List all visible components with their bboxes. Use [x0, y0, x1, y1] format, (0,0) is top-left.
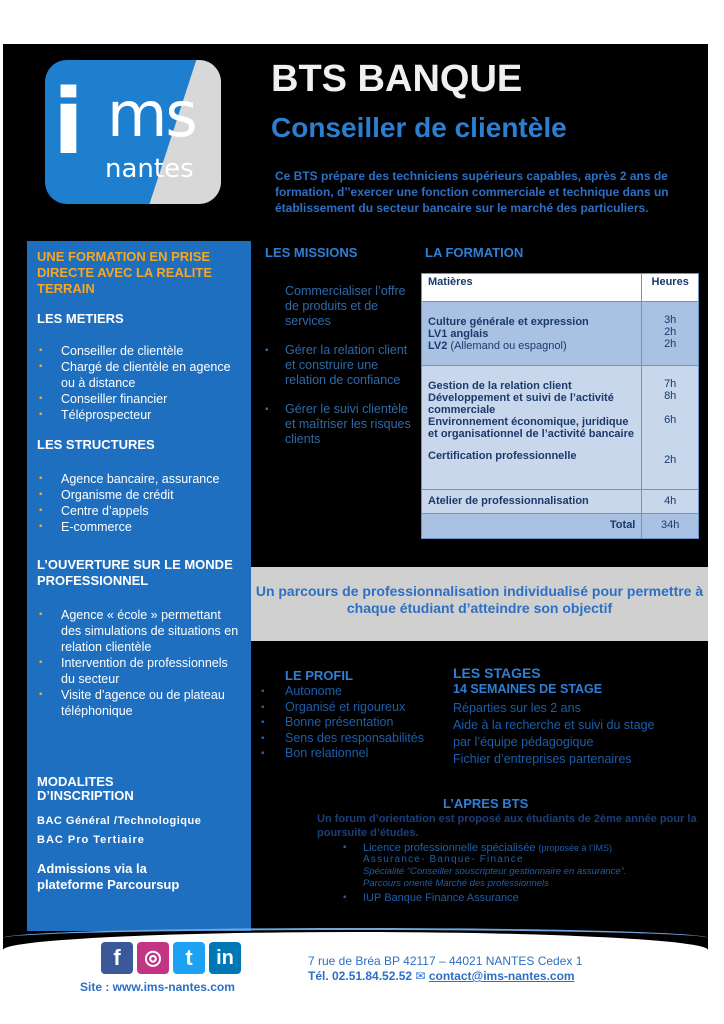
apres-title: L’APRES BTS	[443, 796, 529, 811]
site-link[interactable]: Site : www.ims-nantes.com	[80, 980, 235, 994]
table-total-row	[422, 514, 698, 538]
subject-lv2: LV2	[428, 340, 448, 352]
modalites-title: MODALITES D’INSCRIPTION	[37, 774, 134, 803]
missions-list	[265, 284, 415, 461]
ouverture-list	[37, 607, 242, 719]
profil-title: LE PROFIL	[285, 668, 353, 683]
list-item: Commercialiser l’offre de produits et de services	[285, 284, 406, 328]
list-item: ▪ Agence « école » permettant des simulations de situations en relation clientèle	[37, 607, 242, 655]
instagram-icon[interactable]: ◎	[137, 942, 169, 974]
list-item: ▪ Bon relationnel	[261, 746, 424, 762]
bac-general: BAC Général /Technologique	[37, 815, 202, 827]
list-item: ▪ Centre d’appels	[37, 503, 247, 519]
linkedin-icon[interactable]: in	[209, 942, 241, 974]
apres-text: Un forum d’orientation est proposé aux étudiants de 2ème année pour la poursuite d’études.	[317, 813, 697, 839]
stages-line: Fichier d’entreprises partenaires	[453, 752, 632, 766]
licence-parcours: Parcours orienté Marché des professionnels	[363, 878, 549, 889]
list-item: ▪ Intervention de professionnels du secteur	[37, 655, 242, 687]
list-item: ▪ Gérer la relation client et construire une relation de confiance	[265, 343, 415, 388]
list-item: ▪ Conseiller financier	[37, 391, 247, 407]
logo-i-letter: i	[53, 70, 84, 175]
licence-title: Licence professionnelle spécialisée	[363, 842, 536, 854]
subject-lv2-note: (Allemand ou espagnol)	[450, 340, 567, 352]
left-column	[27, 241, 251, 931]
list-item: ▪ Visite d’agence ou de plateau téléphonique	[37, 687, 242, 719]
table-row	[422, 366, 698, 490]
total-label: Total	[422, 514, 642, 538]
total-hours: 34h	[661, 519, 680, 531]
metiers-list	[37, 343, 247, 423]
hours: 3h	[664, 314, 677, 326]
phone-number: Tél. 02.51.84.52.52	[308, 969, 413, 983]
left-headline: UNE FORMATION EN PRISE DIRECTE AVEC LA REALITE TERRAIN	[37, 249, 213, 296]
licence-specialite: Spécialité “Conseiller souscripteur gestionnaire en assurance”.	[363, 866, 627, 877]
formation-table	[421, 273, 699, 539]
hours: 4h	[664, 495, 677, 507]
list-item: ▪ Organisme de crédit	[37, 487, 247, 503]
hours: 2h	[664, 454, 677, 466]
intro-paragraph: Ce BTS prépare des techniciens supérieurs capables, après 2 ans de formation, d’’exercer une fonction commerciale et technique dans un établissement du secteur bancaire sur le marché des particuliers.	[275, 169, 669, 215]
ims-logo	[45, 60, 221, 204]
stages-subtitle: 14 SEMAINES DE STAGE	[453, 682, 603, 696]
admissions-text: Admissions via la plateforme Parcoursup	[37, 861, 180, 892]
stages-lines	[453, 700, 655, 768]
subject-env: Environnement économique, juridique et organisationnel de l’activité bancaire	[428, 416, 635, 440]
subject-grc: Gestion de la relation client	[428, 380, 572, 392]
table-row	[422, 302, 698, 366]
structures-list	[37, 471, 247, 535]
banner	[251, 567, 708, 641]
hours: 6h	[664, 414, 677, 426]
metiers-title: LES METIERS	[37, 311, 124, 326]
mail-icon: ✉	[415, 969, 426, 983]
contact-block	[308, 954, 582, 984]
licence-note: (proposée à l’IMS)	[538, 843, 613, 853]
list-item: ▪ Chargé de clientèle en agence ou à distance	[37, 359, 247, 391]
list-item: ▪ Agence bancaire, assurance	[37, 471, 247, 487]
stages-title: LES STAGES	[453, 665, 541, 681]
table-row	[422, 490, 698, 514]
stages-line: par l’équipe pédagogique	[453, 735, 594, 749]
list-item	[343, 842, 693, 890]
list-item: ▪ E-commerce	[37, 519, 247, 535]
col-matieres: Matières	[422, 274, 642, 301]
subject-culture: Culture générale et expression	[428, 316, 589, 328]
stages-line: Aide à la recherche et suivi du stage	[453, 718, 655, 732]
hours: 2h	[664, 338, 677, 350]
hours: 7h	[664, 378, 677, 390]
subject-atelier: Atelier de professionnalisation	[428, 495, 589, 507]
list-item: ▪ Bonne présentation	[261, 715, 424, 731]
list-item: ▪ IUP Banque Finance Assurance	[343, 892, 693, 904]
licence-field: Assurance- Banque- Finance	[363, 854, 524, 865]
facebook-icon[interactable]: f	[101, 942, 133, 974]
stages-line: Réparties sur les 2 ans	[453, 701, 581, 715]
list-item: ▪ Téléprospecteur	[37, 407, 247, 423]
list-item: ▪ Conseiller de clientèle	[37, 343, 247, 359]
missions-title: LES MISSIONS	[265, 245, 358, 260]
list-item: ▪ Autonome	[261, 684, 424, 700]
logo-ms-text: ms	[107, 78, 196, 151]
banner-text: Un parcours de professionnalisation individualisé pour permettre à chaque étudiant d’atteindre son objectif	[255, 583, 704, 616]
apres-list	[343, 842, 693, 906]
email-link[interactable]: contact@ims-nantes.com	[428, 969, 575, 983]
structures-title: LES STRUCTURES	[37, 437, 155, 452]
logo-city-text: nantes	[105, 154, 194, 184]
list-item: ▪ Organisé et rigoureux	[261, 700, 424, 716]
col-heures: Heures	[651, 276, 689, 288]
hours: 8h	[664, 390, 677, 402]
formation-title: LA FORMATION	[425, 245, 524, 260]
page-title: BTS BANQUE	[271, 58, 523, 100]
subject-cert: Certification professionnelle	[428, 450, 577, 462]
twitter-icon[interactable]: t	[173, 942, 205, 974]
hours: 2h	[664, 326, 677, 338]
bac-pro: BAC Pro Tertiaire	[37, 834, 145, 846]
flyer-page	[3, 44, 708, 998]
page-subtitle: Conseiller de clientèle	[271, 112, 567, 143]
subject-dev: Développement et suivi de l’activité commerciale	[428, 392, 614, 416]
list-item: ▪ Gérer le suivi clientèle et maîtriser les risques clients	[265, 402, 415, 447]
ouverture-title: L’OUVERTURE SUR LE MONDE PROFESSIONNEL	[37, 557, 233, 588]
table-header-row	[422, 274, 698, 302]
subject-lv1: LV1 anglais	[428, 328, 489, 340]
address-line: 7 rue de Bréa BP 42117 – 44021 NANTES Cedex 1	[308, 954, 583, 968]
list-item: ▪ Sens des responsabilités	[261, 731, 424, 747]
profil-list	[261, 684, 424, 762]
